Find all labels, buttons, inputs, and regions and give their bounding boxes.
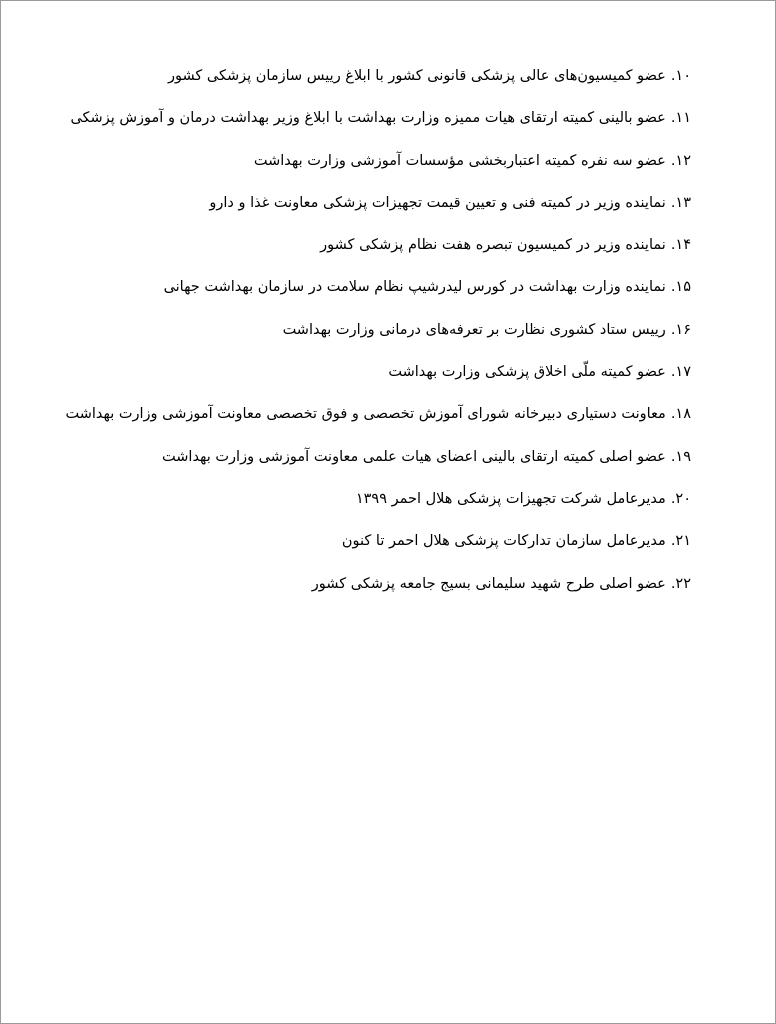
item-number: ۱۹. (670, 448, 691, 465)
list-item (51, 570, 691, 612)
list-item (51, 358, 691, 400)
list-item (51, 189, 691, 231)
list-item (51, 62, 691, 104)
list-item (51, 485, 691, 527)
list-item (51, 147, 691, 189)
item-text: عضو کمیته ملّی اخلاق پزشکی وزارت بهداشت (388, 364, 666, 381)
item-number: ۱۷. (670, 364, 691, 381)
list-item (51, 273, 691, 315)
item-text: نماینده وزیر در کمیته فنی و تعیین قیمت تجهیزات پزشکی معاونت غذا و دارو (209, 194, 666, 211)
item-number: ۱۶. (670, 321, 691, 338)
item-number: ۱۲. (670, 152, 691, 169)
item-text: رییس ستاد کشوری نظارت بر تعرفه‌های درمانی وزارت بهداشت (282, 321, 666, 338)
item-text: مدیرعامل شرکت تجهیزات پزشکی هلال احمر ۱۳۹۹ (355, 490, 666, 507)
item-text: نماینده وزیر در کمیسیون تبصره هفت نظام پزشکی کشور (320, 237, 666, 254)
positions-list (51, 62, 691, 612)
list-item (51, 400, 691, 442)
list-item (51, 231, 691, 273)
item-text: عضو سه نفره کمیته اعتباربخشی مؤسسات آموزشی وزارت بهداشت (253, 152, 666, 169)
item-text: معاونت دستیاری دبیرخانه شورای آموزش تخصصی و فوق تخصصی معاونت آموزشی وزارت بهداشت (65, 406, 666, 423)
list-item (51, 104, 691, 146)
list-item (51, 443, 691, 485)
item-number: ۲۲. (670, 575, 691, 592)
list-item (51, 527, 691, 569)
item-text: مدیرعامل سازمان تدارکات پزشکی هلال احمر تا کنون (341, 533, 666, 550)
item-text: عضو کمیسیون‌های عالی پزشکی قانونی کشور با ابلاغ رییس سازمان پزشکی کشور (167, 68, 666, 84)
item-number: ۲۰. (670, 490, 691, 507)
item-number: ۱۸. (670, 406, 691, 423)
item-number: ۲۱. (670, 533, 691, 550)
item-number: ۱۴. (670, 237, 691, 254)
item-number: ۱۰. (670, 68, 691, 84)
item-number: ۱۵. (670, 279, 691, 296)
item-text: نماینده وزارت بهداشت در کورس لیدرشیپ نظام سلامت در سازمان بهداشت جهانی (163, 279, 666, 296)
list-item (51, 316, 691, 358)
item-text: عضو اصلی کمیته ارتقای بالینی اعضای هیات علمی معاونت آموزشی وزارت بهداشت (162, 448, 666, 465)
item-number: ۱۳. (670, 194, 691, 211)
item-text: عضو اصلی طرح شهید سلیمانی بسیج جامعه پزشکی کشور (311, 575, 666, 592)
item-text: عضو بالینی کمیته ارتقای هیات ممیزه وزارت بهداشت با ابلاغ وزیر بهداشت درمان و آموزش پزشکی (70, 110, 666, 127)
item-number: ۱۱. (670, 110, 691, 127)
